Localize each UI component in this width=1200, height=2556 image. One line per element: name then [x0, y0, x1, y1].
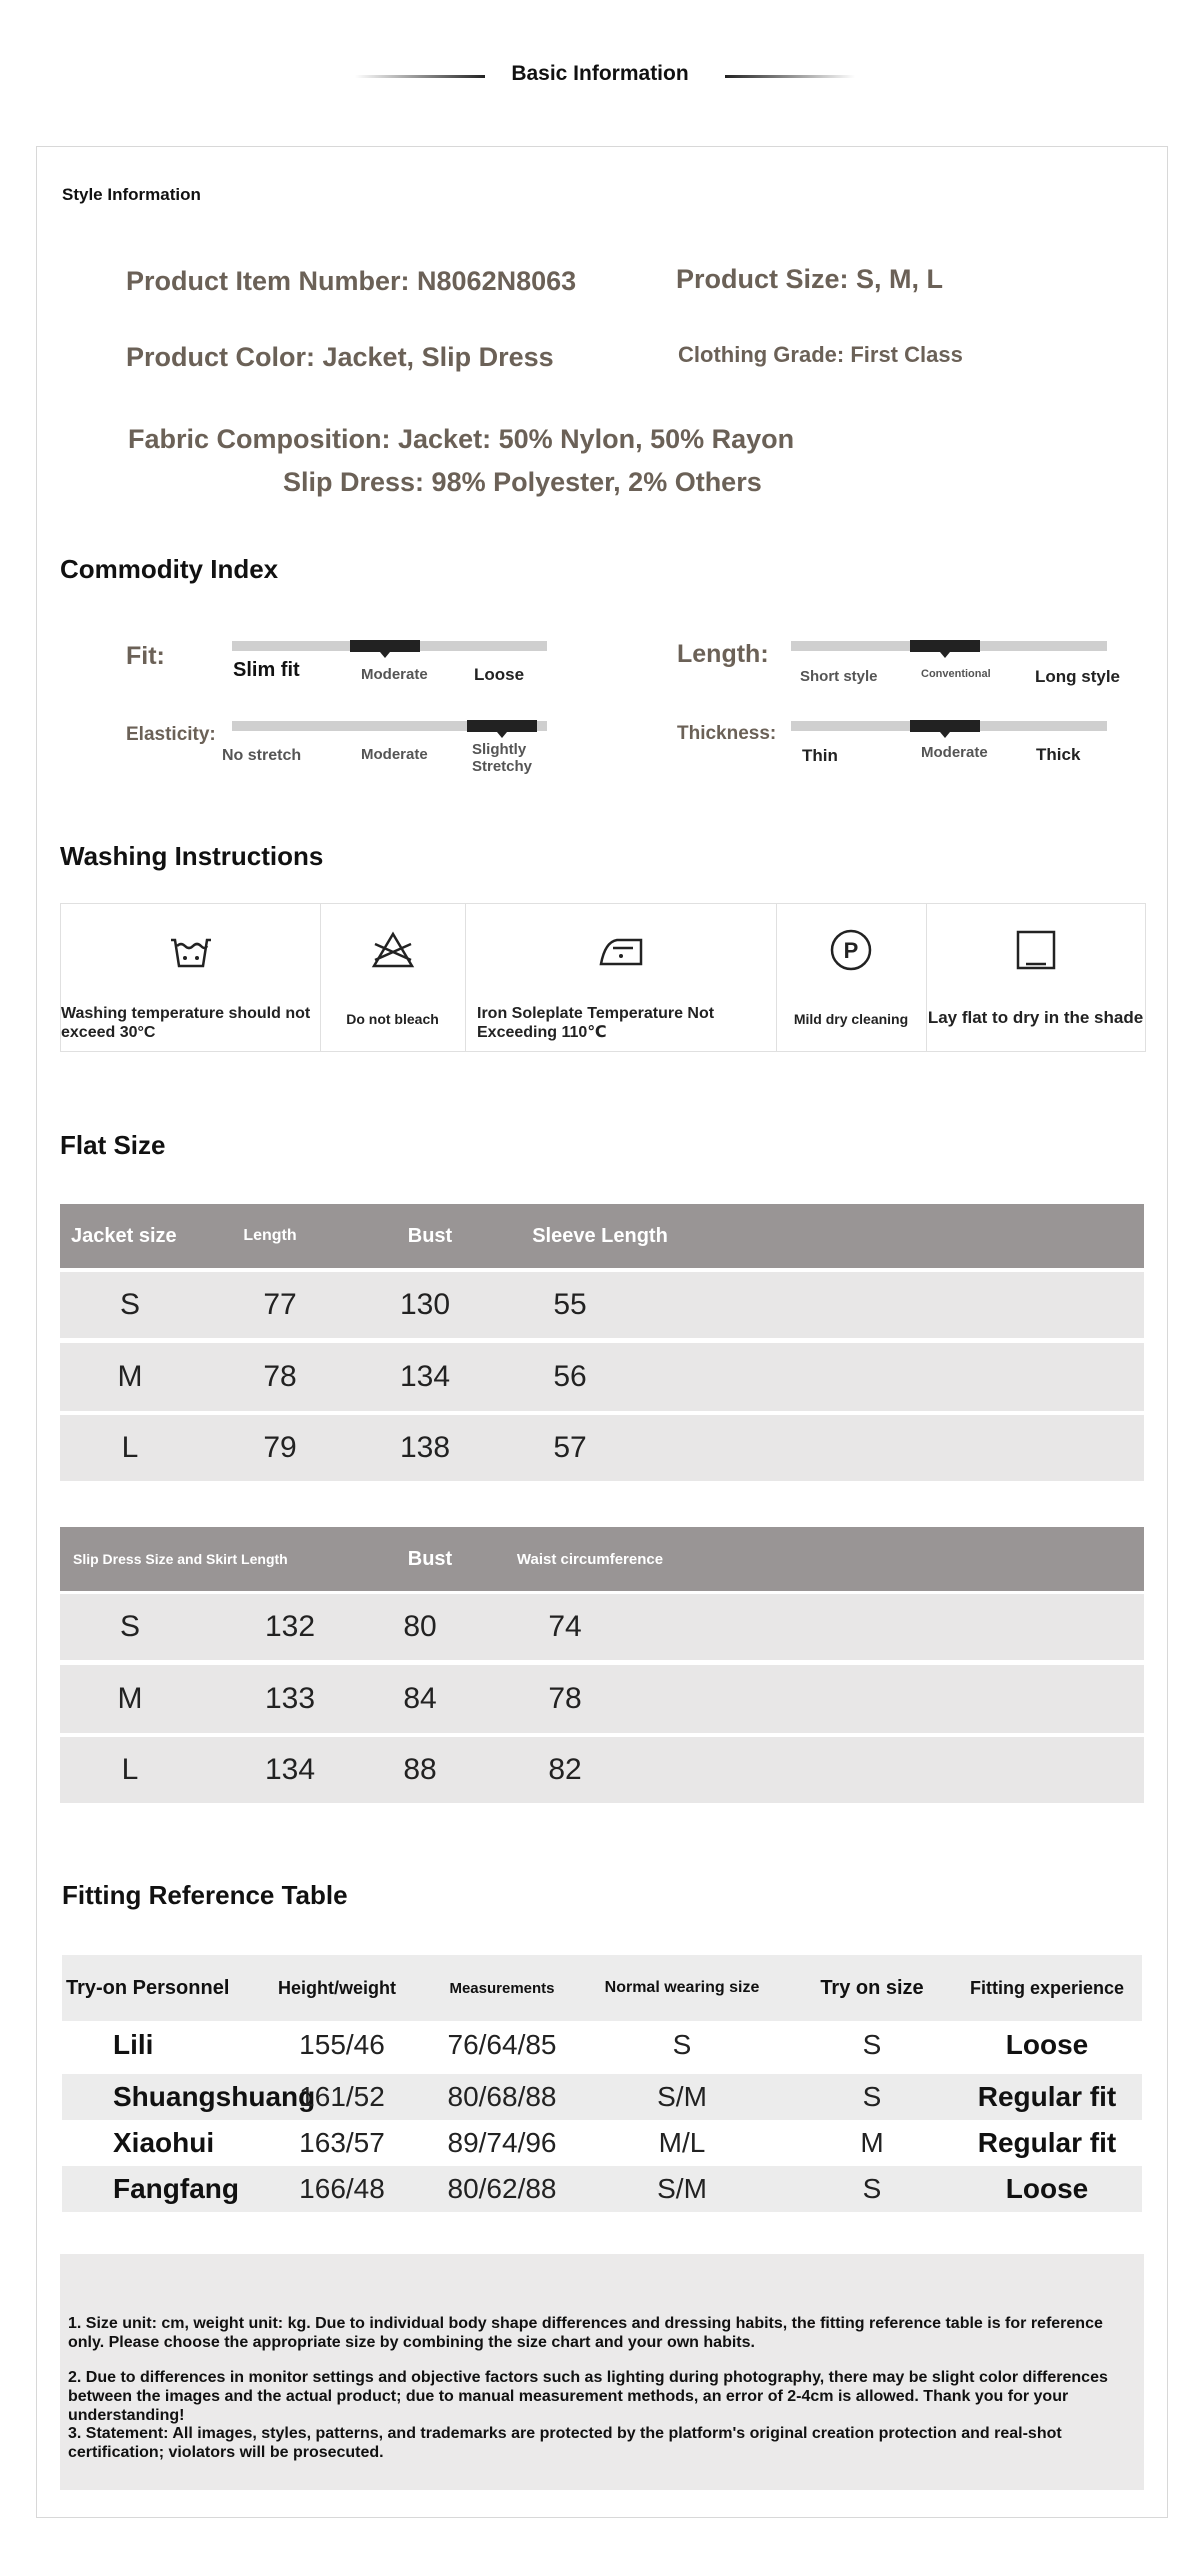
fit-normal-size: S/M: [657, 2173, 707, 2204]
fit-person: Lili: [113, 2029, 154, 2060]
fit-measurements: 76/64/85: [447, 2029, 557, 2060]
fit-option-slim: Slim fit: [233, 659, 300, 681]
product-size: Product Size: S, M, L: [676, 264, 944, 294]
elasticity-scale: [232, 721, 547, 731]
jacket-col-sleeve: Sleeve Length: [532, 1224, 668, 1247]
fit-measurements: 89/74/96: [447, 2127, 557, 2158]
table-row: [60, 1415, 1144, 1481]
fit-measurements: 80/62/88: [447, 2173, 557, 2204]
fit-try-size: S: [862, 2173, 882, 2204]
fit-experience: Loose: [1005, 2173, 1089, 2204]
jacket-col-bust: Bust: [407, 1224, 453, 1247]
dress-col-waist: Waist circumference: [516, 1550, 664, 1568]
table-row: [60, 1272, 1144, 1338]
jacket-length: 77: [263, 1288, 297, 1321]
jacket-size: M: [117, 1360, 143, 1393]
table-row: [60, 1594, 1144, 1660]
dress-bust: 80: [403, 1610, 437, 1643]
table-row: [62, 2022, 1142, 2068]
dress-length: 133: [264, 1682, 316, 1715]
fit-person: Fangfang: [113, 2173, 239, 2204]
dress-bust: 84: [403, 1682, 437, 1715]
elasticity-indicator: [467, 720, 537, 732]
fabric-composition-dress: Slip Dress: 98% Polyester, 2% Others: [283, 467, 762, 497]
jacket-length: 79: [263, 1431, 297, 1464]
product-color: Product Color: Jacket, Slip Dress: [126, 342, 554, 372]
wash-30-icon: [167, 926, 215, 974]
wash-text-iron: Iron Soleplate Temperature Not Exceeding 110℃: [477, 1005, 715, 1041]
fit-option-moderate: Moderate: [361, 666, 428, 683]
wash-cell-dry-clean: [776, 904, 927, 1051]
elasticity-option-no-stretch: No stretch: [222, 747, 302, 764]
jacket-sleeve: 56: [553, 1360, 587, 1393]
wash-cell-temperature: [61, 904, 321, 1051]
fit-col-normal-size: Normal wearing size: [604, 1979, 760, 1996]
header-divider-left: [355, 75, 485, 78]
flat-size-heading: Flat Size: [60, 1130, 166, 1160]
fit-measurements: 80/68/88: [447, 2081, 557, 2112]
fit-col-try-size: Try on size: [820, 1976, 924, 1999]
dress-col-bust: Bust: [407, 1547, 453, 1570]
dress-table-header: [60, 1527, 1144, 1591]
fitting-heading: Fitting Reference Table: [62, 1880, 348, 1910]
fit-col-height-weight: Height/weight: [278, 1977, 396, 1998]
length-label: Length:: [677, 640, 769, 668]
jacket-col-size: Jacket size: [71, 1224, 177, 1247]
fit-person: Xiaohui: [113, 2127, 215, 2158]
clothing-grade: Clothing Grade: First Class: [678, 342, 963, 367]
length-option-long: Long style: [1035, 667, 1121, 686]
lay-flat-dry-icon: [1012, 926, 1060, 974]
wash-text-lay-flat: Lay flat to dry in the shade: [927, 1008, 1144, 1027]
jacket-bust: 134: [399, 1360, 451, 1393]
fit-height-weight: 161/52: [299, 2081, 385, 2112]
jacket-table-header: [60, 1204, 1144, 1268]
wash-text-temperature: Washing temperature should not exceed 30°C: [61, 1005, 311, 1041]
jacket-col-length: Length: [243, 1227, 297, 1244]
dry-clean-p-icon: [827, 926, 875, 974]
fit-try-size: S: [862, 2081, 882, 2112]
dress-waist: 78: [548, 1682, 582, 1715]
fit-col-personnel: Try-on Personnel: [66, 1976, 230, 1999]
dress-size: S: [119, 1610, 140, 1643]
fit-normal-size: S: [672, 2029, 692, 2060]
fit-person: Shuangshuang: [113, 2081, 316, 2112]
fit-col-measurements: Measurements: [449, 1979, 555, 1997]
fit-indicator: [350, 640, 420, 652]
fit-col-experience: Fitting experience: [969, 1977, 1125, 1998]
thickness-option-moderate: Moderate: [921, 744, 988, 761]
washing-table: [60, 903, 1146, 1052]
note-3: 3. Statement: All images, styles, patterns, and trademarks are protected by the platform's original creation protection and real-shot certification; violators will be prosecuted.: [68, 2425, 1062, 2461]
elasticity-label: Elasticity:: [126, 724, 216, 745]
header-divider-right: [725, 75, 855, 78]
commodity-index-heading: Commodity Index: [60, 554, 279, 584]
fit-experience: Regular fit: [977, 2081, 1117, 2112]
table-row: [62, 2074, 1142, 2120]
elasticity-option-slightly: Slightly Stretchy: [472, 741, 533, 775]
fit-label: Fit:: [126, 642, 165, 670]
dress-waist: 82: [548, 1753, 582, 1786]
thickness-label: Thickness:: [677, 723, 777, 744]
elasticity-option-moderate: Moderate: [361, 746, 428, 763]
fit-normal-size: M/L: [658, 2127, 706, 2158]
wash-cell-lay-flat: [926, 904, 1145, 1051]
item-number: Product Item Number: N8062N8063: [126, 266, 577, 296]
thickness-scale: [791, 721, 1107, 731]
wash-text-bleach: Do not bleach: [346, 1011, 439, 1027]
fit-try-size: S: [862, 2029, 882, 2060]
dress-length: 134: [264, 1753, 316, 1786]
jacket-bust: 130: [399, 1288, 451, 1321]
wash-cell-bleach: [320, 904, 466, 1051]
wash-cell-iron: [465, 904, 777, 1051]
dress-size: M: [117, 1682, 143, 1715]
jacket-sleeve: 55: [553, 1288, 587, 1321]
page-header: [0, 56, 1200, 96]
thickness-option-thick: Thick: [1036, 745, 1081, 764]
svg-text:P: P: [843, 938, 859, 963]
table-row: [62, 2120, 1142, 2166]
fit-height-weight: 166/48: [299, 2173, 385, 2204]
length-option-short: Short style: [800, 668, 878, 685]
fit-experience: Regular fit: [977, 2127, 1117, 2158]
fit-normal-size: S/M: [657, 2081, 707, 2112]
length-scale: [791, 641, 1107, 651]
fit-height-weight: 155/46: [299, 2029, 385, 2060]
note-1: 1. Size unit: cm, weight unit: kg. Due to individual body shape differences and dressing habits, the fitting reference table is for reference only. Please choose the appropriate size by combining the size chart and your own habits.: [68, 2315, 1103, 2351]
page-title: Basic Information: [511, 62, 689, 85]
dress-col-size-length: Slip Dress Size and Skirt Length: [73, 1551, 288, 1567]
length-option-conventional: Conventional: [921, 668, 991, 680]
fabric-composition-jacket: Fabric Composition: Jacket: 50% Nylon, 50% Rayon: [128, 424, 795, 454]
thickness-option-thin: Thin: [802, 746, 838, 765]
jacket-sleeve: 57: [553, 1431, 587, 1464]
dress-waist: 74: [548, 1610, 582, 1643]
table-row: [60, 1665, 1144, 1733]
thickness-indicator: [910, 720, 980, 732]
fit-option-loose: Loose: [474, 665, 525, 684]
dress-bust: 88: [403, 1753, 437, 1786]
jacket-bust: 138: [399, 1431, 451, 1464]
length-indicator: [910, 640, 980, 652]
dress-length: 132: [264, 1610, 316, 1643]
washing-heading: Washing Instructions: [60, 841, 324, 871]
iron-icon: [597, 926, 645, 974]
fit-experience: Loose: [1005, 2029, 1089, 2060]
jacket-length: 78: [263, 1360, 297, 1393]
table-row: [60, 1343, 1144, 1411]
fit-try-size: M: [860, 2127, 884, 2158]
note-2: 2. Due to differences in monitor settings and objective factors such as lighting during photography, there may be slight color differences between the images and the actual product; due to manual measurement methods, an error of 2-4cm is allowed. Thank you for your understanding!: [68, 2369, 1108, 2424]
jacket-size: L: [121, 1431, 139, 1464]
jacket-size: S: [119, 1288, 140, 1321]
fit-scale: [232, 641, 547, 651]
fitting-table-header: [62, 1955, 1142, 2021]
do-not-bleach-icon: [369, 926, 417, 974]
notes-panel: [60, 2254, 1144, 2490]
table-row: [62, 2166, 1142, 2212]
table-row: [60, 1737, 1144, 1803]
dress-size: L: [121, 1753, 139, 1786]
wash-text-dry-clean: Mild dry cleaning: [793, 1011, 909, 1027]
style-info-heading: Style Information: [62, 185, 201, 204]
fit-height-weight: 163/57: [299, 2127, 385, 2158]
